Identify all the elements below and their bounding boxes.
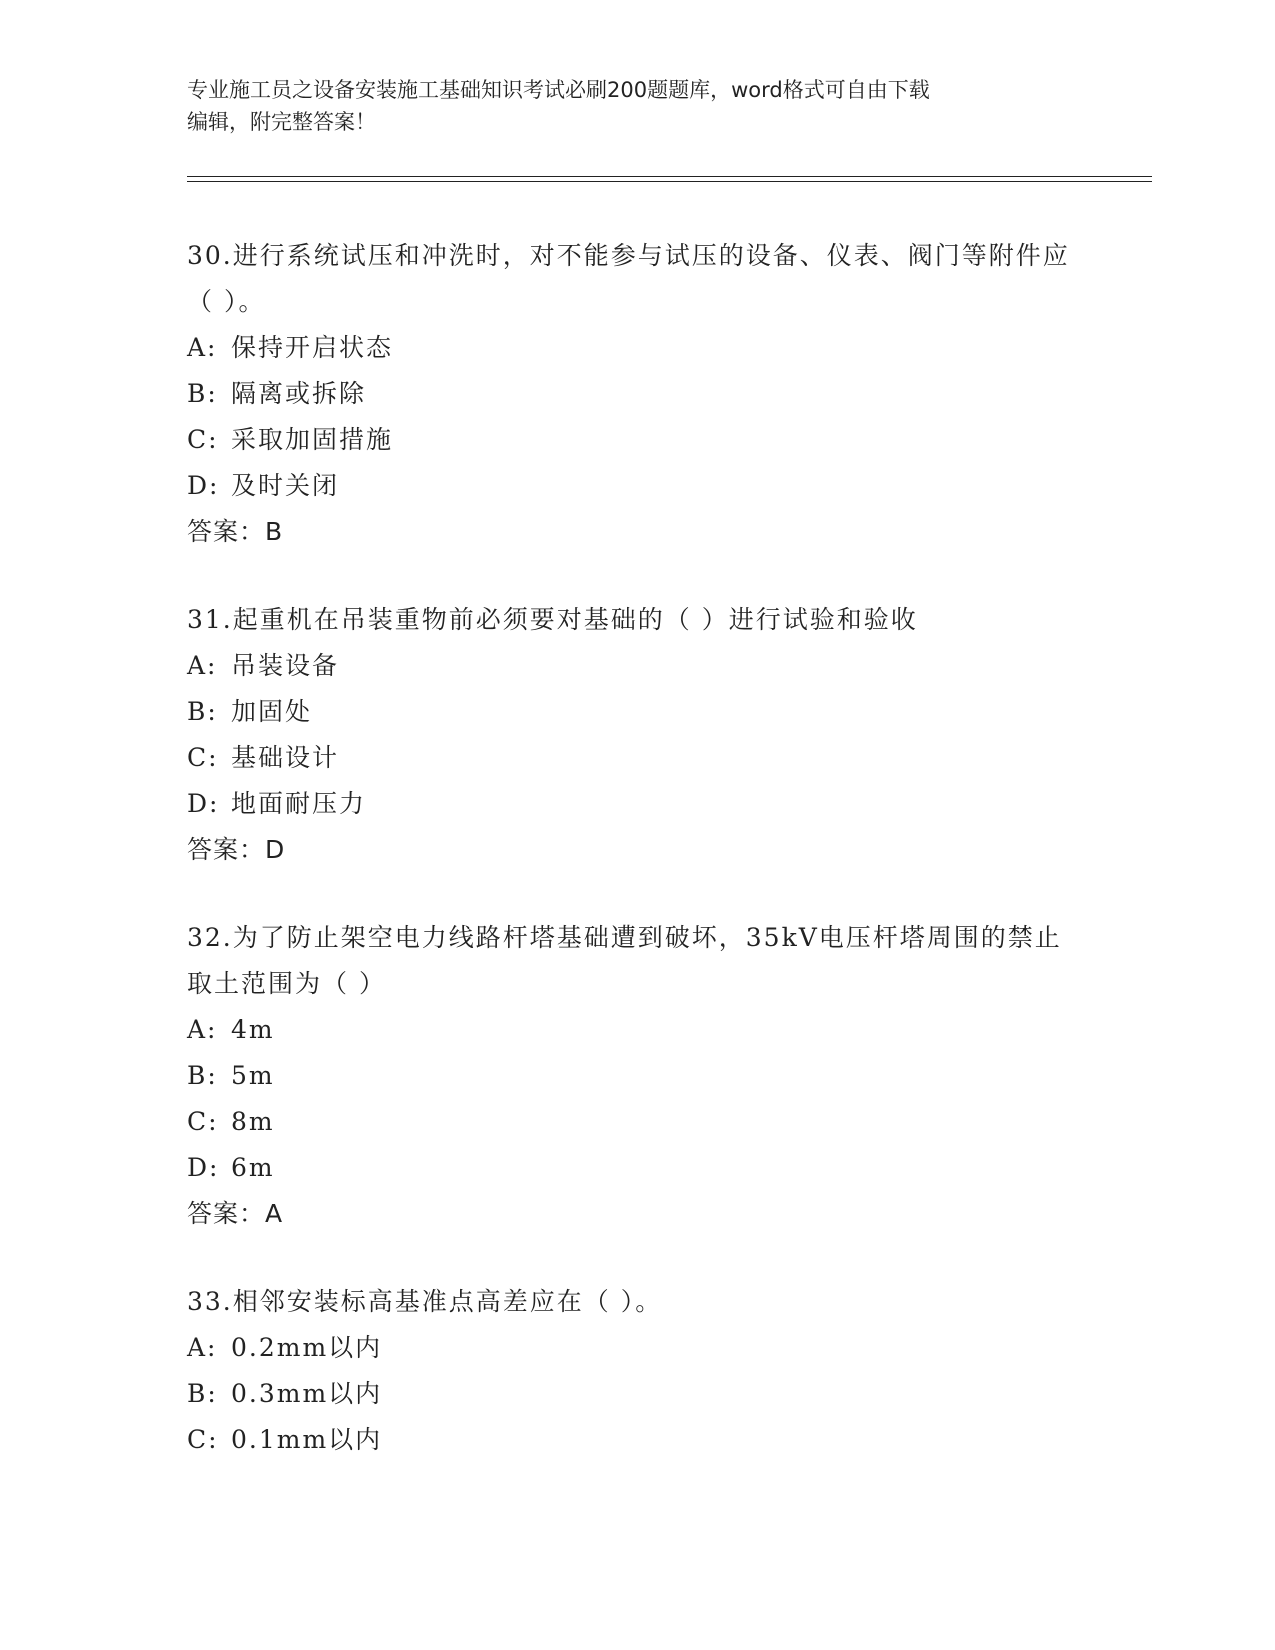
option-key: C: [187,1107,219,1136]
answer-line [187,509,1087,555]
document-title-line-2: 编辑，附完整答案！ [187,110,376,134]
document-header [187,74,1087,138]
document-title-line-1: 专业施工员之设备安装施工基础知识考试必刷200题题库，word格式可自由下载 [187,78,930,102]
option-key: C: [187,743,219,772]
answer-label: 答案： [187,835,266,864]
option-text: 采取加固措施 [231,425,394,454]
option-key: A: [187,1015,218,1044]
option-text: 8m [231,1107,275,1136]
option-text: 加固处 [231,697,313,726]
option-a [187,643,1087,689]
option-text: 0.3mm以内 [231,1379,383,1408]
option-c [187,735,1087,781]
question-stem: 31.起重机在吊装重物前必须要对基础的（ ）进行试验和验收 [187,605,918,634]
option-key: D: [187,471,220,500]
question-30 [187,233,1087,555]
option-b [187,1053,1087,1099]
option-d [187,463,1087,509]
option-key: D: [187,1153,220,1182]
option-c [187,1099,1087,1145]
answer-label: 答案： [187,1199,266,1228]
answer-line [187,827,1087,873]
answer-value: D [265,835,286,864]
option-b [187,371,1087,417]
option-text: 隔离或拆除 [231,379,367,408]
header-divider-top [187,176,1152,177]
option-a [187,1325,1087,1371]
option-key: A: [187,651,218,680]
option-text: 地面耐压力 [231,789,367,818]
option-a [187,325,1087,371]
option-key: B: [187,1379,218,1408]
option-text: 基础设计 [231,743,340,772]
option-b [187,689,1087,735]
option-text: 及时关闭 [231,471,340,500]
option-text: 0.1mm以内 [231,1425,383,1454]
option-text: 0.2mm以内 [231,1333,383,1362]
question-33 [187,1279,1087,1463]
option-d [187,781,1087,827]
option-b [187,1371,1087,1417]
option-c [187,1417,1087,1463]
option-text: 6m [231,1153,275,1182]
option-c [187,417,1087,463]
option-text: 5m [231,1061,275,1090]
answer-value: A [265,1199,284,1228]
header-divider-bottom [187,181,1152,182]
option-key: B: [187,697,218,726]
option-text: 4m [231,1015,275,1044]
option-key: B: [187,379,218,408]
option-text: 保持开启状态 [231,333,394,362]
answer-value: B [265,517,284,546]
option-key: D: [187,789,220,818]
option-text: 吊装设备 [231,651,340,680]
option-key: C: [187,425,219,454]
option-key: A: [187,333,218,362]
question-32 [187,915,1087,1237]
option-a [187,1007,1087,1053]
question-stem: 30.进行系统试压和冲洗时，对不能参与试压的设备、仪表、阀门等附件应（ ）。 [187,241,1070,316]
answer-label: 答案： [187,517,266,546]
question-stem: 32.为了防止架空电力线路杆塔基础遭到破坏，35kV电压杆塔周围的禁止取土范围为（ ） [187,923,1062,998]
question-31 [187,597,1087,873]
option-d [187,1145,1087,1191]
option-key: C: [187,1425,219,1454]
option-key: A: [187,1333,218,1362]
option-key: B: [187,1061,218,1090]
question-stem: 33.相邻安装标高基准点高差应在（ ）。 [187,1287,663,1316]
answer-line [187,1191,1087,1237]
